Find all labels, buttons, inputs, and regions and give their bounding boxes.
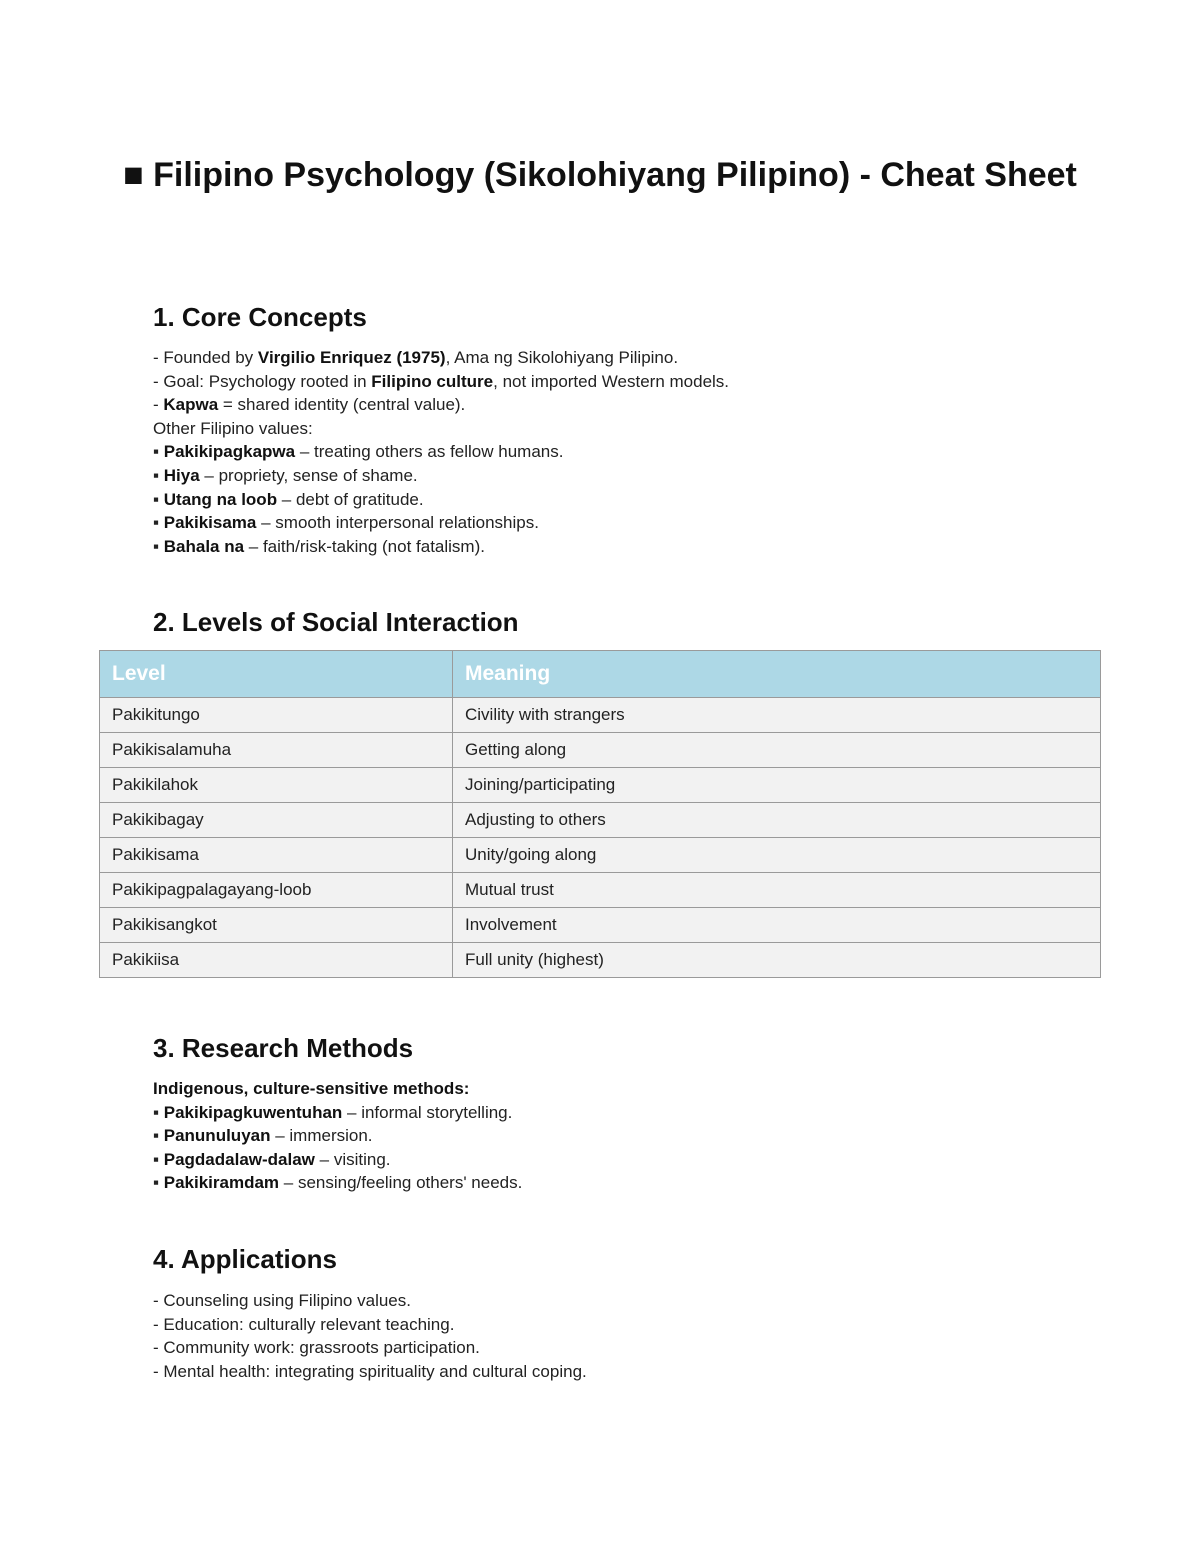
- table-row: [100, 873, 1101, 908]
- meaning-cell: Adjusting to others: [453, 803, 1101, 838]
- table-row: [100, 908, 1101, 943]
- section-heading-levels: 2. Levels of Social Interaction: [153, 607, 519, 637]
- meaning-cell: Getting along: [453, 733, 1101, 768]
- founded-line: [153, 346, 1083, 370]
- kapwa-term: Kapwa: [163, 395, 219, 415]
- method-item: [153, 1124, 1083, 1148]
- value-term: Hiya: [163, 465, 200, 485]
- level-cell: Pakikilahok: [100, 768, 453, 803]
- table-row: [100, 733, 1101, 768]
- level-cell: Pakikisalamuha: [100, 733, 453, 768]
- goal-prefix: - Goal: Psychology rooted in: [153, 371, 372, 391]
- table-row: [100, 943, 1101, 978]
- bullet-icon: ▪: [153, 465, 164, 485]
- level-cell: Pakikisama: [100, 838, 453, 873]
- method-term: Pagdadalaw-dalaw: [163, 1149, 315, 1169]
- founded-prefix: - Founded by: [153, 348, 258, 367]
- value-desc: – treating others as fellow humans.: [295, 442, 564, 462]
- method-term: Pakikiramdam: [163, 1173, 280, 1193]
- goal-suffix: , not imported Western models.: [493, 371, 730, 391]
- section-heading-core-concepts: 1. Core Concepts: [153, 302, 367, 332]
- value-desc: – smooth interpersonal relationships.: [256, 513, 539, 533]
- core-concepts-body: [153, 346, 1083, 558]
- value-term: Bahala na: [163, 536, 245, 556]
- method-desc: – visiting.: [314, 1149, 391, 1169]
- table-row: [100, 698, 1101, 733]
- level-cell: Pakikibagay: [100, 803, 453, 838]
- value-item: [153, 464, 1083, 488]
- bullet-icon: ▪: [153, 1149, 164, 1169]
- method-item: [153, 1171, 1083, 1195]
- method-desc: – immersion.: [270, 1126, 373, 1146]
- kapwa-line: [153, 393, 1083, 417]
- application-item: - Community work: grassroots participation.: [153, 1338, 480, 1358]
- level-cell: Pakikiisa: [100, 943, 453, 978]
- page-title: ■ Filipino Psychology (Sikolohiyang Pilipino) - Cheat Sheet: [123, 156, 1077, 194]
- research-intro: Indigenous, culture-sensitive methods:: [153, 1079, 470, 1098]
- level-cell: Pakikipagpalagayang-loob: [100, 873, 453, 908]
- founded-suffix: , Ama ng Sikolohiyang Pilipino.: [445, 348, 679, 367]
- bullet-icon: ▪: [153, 1173, 164, 1193]
- levels-table: [99, 650, 1101, 978]
- section-heading-applications: 4. Applications: [153, 1244, 337, 1274]
- level-cell: Pakikitungo: [100, 698, 453, 733]
- value-desc: – propriety, sense of shame.: [199, 465, 418, 485]
- value-term: Utang na loob: [163, 489, 278, 509]
- meaning-cell: Joining/participating: [453, 768, 1101, 803]
- value-item: [153, 535, 1083, 559]
- method-item: [153, 1148, 1083, 1172]
- method-term: Panunuluyan: [163, 1126, 271, 1146]
- goal-bold: Filipino culture: [371, 371, 494, 391]
- value-item: [153, 440, 1083, 464]
- value-term: Pakikisama: [163, 513, 257, 533]
- goal-line: [153, 370, 1083, 394]
- meaning-cell: Unity/going along: [453, 838, 1101, 873]
- value-desc: – faith/risk-taking (not fatalism).: [244, 536, 485, 556]
- table-row: [100, 803, 1101, 838]
- bullet-icon: ▪: [153, 1102, 164, 1122]
- applications-body: [153, 1289, 1083, 1383]
- meaning-cell: Full unity (highest): [453, 943, 1101, 978]
- value-term: Pakikipagkapwa: [163, 442, 296, 462]
- method-desc: – sensing/feeling others' needs.: [279, 1173, 523, 1193]
- table-row: [100, 768, 1101, 803]
- table-row: [100, 838, 1101, 873]
- application-item: - Counseling using Filipino values.: [153, 1291, 411, 1310]
- application-item: - Education: culturally relevant teaching.: [153, 1314, 455, 1334]
- method-term: Pakikipagkuwentuhan: [163, 1102, 343, 1122]
- kapwa-prefix: -: [153, 395, 164, 415]
- level-cell: Pakikisangkot: [100, 908, 453, 943]
- column-header-level: Level: [100, 651, 453, 698]
- bullet-icon: ▪: [153, 442, 164, 462]
- kapwa-suffix: = shared identity (central value).: [218, 395, 466, 415]
- research-methods-body: [153, 1077, 1083, 1195]
- meaning-cell: Civility with strangers: [453, 698, 1101, 733]
- method-desc: – informal storytelling.: [342, 1102, 513, 1122]
- bullet-icon: ▪: [153, 1126, 164, 1146]
- application-item: - Mental health: integrating spirituality and cultural coping.: [153, 1361, 587, 1381]
- value-item: [153, 511, 1083, 535]
- bullet-icon: ▪: [153, 489, 164, 509]
- method-item: [153, 1101, 1083, 1125]
- value-desc: – debt of gratitude.: [277, 489, 424, 509]
- meaning-cell: Involvement: [453, 908, 1101, 943]
- section-heading-research-methods: 3. Research Methods: [153, 1033, 414, 1063]
- column-header-meaning: Meaning: [453, 651, 1101, 698]
- meaning-cell: Mutual trust: [453, 873, 1101, 908]
- bullet-icon: ▪: [153, 536, 164, 556]
- value-item: [153, 488, 1083, 512]
- table-header-row: [100, 651, 1101, 698]
- founder-name: Virgilio Enriquez (1975): [257, 348, 446, 367]
- other-values-label: Other Filipino values:: [153, 418, 313, 438]
- bullet-icon: ▪: [153, 513, 164, 533]
